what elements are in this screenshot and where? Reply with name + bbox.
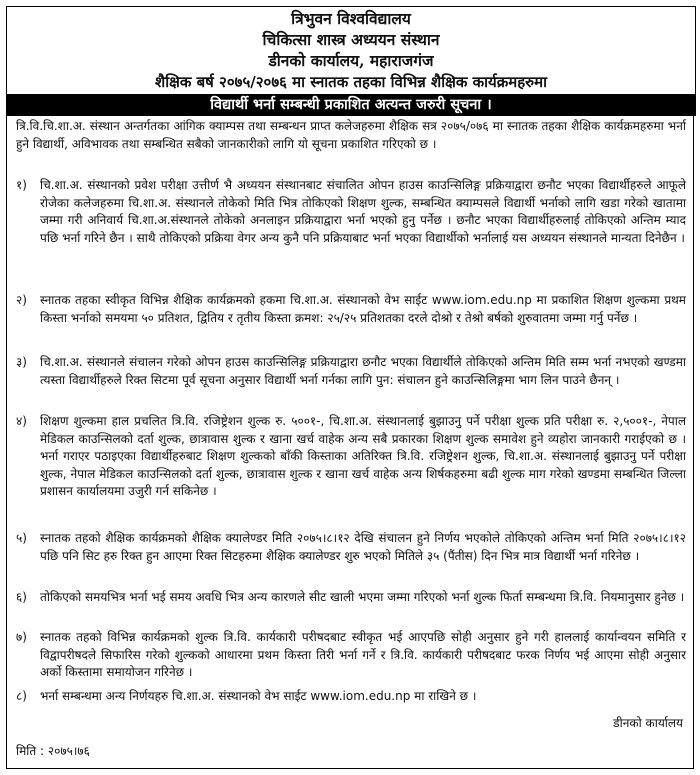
item-number: ८) <box>16 689 27 703</box>
notice-banner: विद्यार्थी भर्ना सम्बन्धी प्रकाशित अत्यन्त जरुरी सूचना । <box>7 94 695 115</box>
item-text: स्नातक तहका स्वीकृत विभिन्न शैक्षिक कार्यक्रमको हकमा चि.शा.अ. संस्थानको वेभ साईट www.iom.edu.np मा प्रकाशित शिक्षण शुल्कमा प्रथम किस्ता भर्नाको समयमा ५० प्रतिशत, द्वितिय र तृतीय किस्ता क्रमश: २५/२५ प्रतिशतका दरले दोश्रो र तेश्रो बर्षको शुरुवातमा जम्मा गर्नु पर्नेछ । <box>40 293 686 325</box>
notice-item-1 <box>16 177 686 247</box>
item-number: १) <box>16 178 27 192</box>
notice-item-3 <box>16 354 686 389</box>
item-text: भर्ना सम्बन्धमा अन्य निर्णयहरु चि.शा.अ. संस्थानको वेभ साईट www.iom.edu.np मा राखिने छ । <box>40 689 477 703</box>
notice-item-5 <box>16 530 686 565</box>
item-text: चि.शा.अ. संस्थानले संचालन गरेको ओपन हाउस काउन्सिलिङ्ग प्रक्रियाद्वारा छनौट भएका विद्यार्थीले तोकिएको अन्तिम मिति सम्म भर्ना नभएको खण्डमा त्यस्ता विद्यार्थीहरुले रिक्त सिटमा पूर्व सूचना अनुसार विद्यार्थी भर्ना गर्नका लागि पुन: संचालन हुने काउन्सिलिङ्गमा भाग लिन पाउने छैनन् । <box>40 355 686 387</box>
item-number: २) <box>16 293 27 307</box>
item-text: स्नातक तहको शैक्षिक कार्यक्रमको शैक्षिक क्यालेण्डर मिति २०७५।८।१२ देखि संचालन हुने निर्णय भएकोले तोकिएको अन्तिम भर्ना मिति २०७५।८।१२ पछि पनि सिट हरु रिक्त हुन आएमा रिक्त सिटहरुमा शैक्षिक क्यालेण्डर शुरु भएको मितिले ३५ (पैंतीस) दिन भित्र मात्र विद्यार्थी भर्ना गरिनेछ । <box>40 531 686 563</box>
item-number: ७) <box>16 630 27 644</box>
notice-date: मिति : २०७५।७६ <box>16 744 90 758</box>
item-text: शिक्षण शुल्कमा हाल प्रचलित त्रि.वि. रजिष्ट्रेशन शुल्क रु. ५००१-, चि.शा.अ. संस्थानलाई बुझाउनु पर्ने परीक्षा शुल्क प्रति परीक्षा रु. २,५००१-, नेपाल मेडिकल काउन्सिलको दर्ता शुल्क, छात्रावास शुल्क र खाना खर्च वाहेक अन्य सबै प्रकारका शिक्षण शुल्क समावेश हुने व्यहोरा जानकारी गराईएको छ । भर्ना गराएर पठाइएका विद्यार्थीहरुबाट शिक्षण शुल्कको बाँकी किस्ताका अतिरिक्त त्रि.वि. रजिष्ट्रेशन शुल्क, चि.शा.अ. संस्थानलाई बुझाउनु पर्ने परीक्षा शुल्क, नेपाल मेडिकल काउन्सिलको दर्ता शुल्क, छात्रावास शुल्क र खाना खर्च वाहेक अन्य शिर्षकहरुमा बढी शुल्क माग गरेको खण्डमा सम्बन्धित जिल्ला प्रशासन कार्यालयमा उजुरी गर्न सकिनेछ । <box>40 414 686 499</box>
item-text: स्नातक तहको विभिन्न कार्यक्रमको शुल्क त्रि.वि. कार्यकारी परीषदबाट स्वीकृत भई आएपछि सोही अनुसार हुने गरी हाललाई कार्यान्वयन समिति र विद्वापरीषदले सिफारिस गरेको शुल्कको आधारमा प्रथम किस्ता तिरी भर्ना गर्ने र त्रि.वि. कार्यकारी परीषदबाट फरक निर्णय भई आएमा सोही अनुसार अर्को किस्तामा समायोजन गरिनेछ । <box>40 630 686 680</box>
notice-subject: शैक्षिक बर्ष २०७५/२०७६ मा स्नातक तहका विभिन्न शैक्षिक कार्यक्रमहरुमा <box>155 73 547 91</box>
item-text: तोकिएको समयभित्र भर्ना भई समय अवधि भित्र अन्य कारणले सीट खाली भएमा जम्मा गरिएको भर्ना शुल्क फिर्ता सम्बन्धमा त्रि.वि. नियमानुसार हुनेछ । <box>40 590 685 604</box>
university-name: त्रिभुवन विश्वविद्यालय <box>291 9 411 28</box>
notice-item-7 <box>16 629 686 682</box>
issuing-office: डीनको कार्यालय <box>613 716 683 730</box>
notice-body <box>6 114 694 769</box>
item-number: ५) <box>16 531 27 545</box>
notice-item-8 <box>16 688 686 706</box>
office-name: डीनको कार्यालय, महाराजगंज <box>268 51 434 70</box>
notice-item-6 <box>16 589 686 607</box>
item-number: ३) <box>16 355 27 369</box>
notice-header <box>6 6 696 116</box>
item-number: ४) <box>16 414 27 428</box>
notice-item-4 <box>16 413 686 501</box>
notice-item-2 <box>16 292 686 327</box>
item-text: चि.शा.अ. संस्थानको प्रवेश परीक्षा उत्तीर्ण भै अध्ययन संस्थानबाट संचालित ओपन हाउस काउन्सिलिङ्ग प्रक्रियाद्वारा छनौट भएका विद्यार्थीहरुले आफूले रोजेका कलेजहरुमा चि.शा.अ. संस्थानले तोकेको मिति भित्र तोकिएको शिक्षण शुल्क, सम्बन्धित क्याम्पसले विद्यार्थी भर्नाको लागि खडा गरेको खातामा जम्मा गरी अनिवार्य चि.शा.अ.संस्थानले तोकेको अनलाइन प्रक्रियाद्वारा भर्ना भएको हुनु पर्नेछ । छनौट भएका विद्यार्थीहरुलाई तोकिएको अन्तिम म्याद पछि भर्ना गरिने छैन । साथै तोकिएको प्रक्रिया वेगर अन्य कुनै पनि प्रक्रियाबाट भर्ना भएका विद्यार्थीको भर्नालाई यस अध्ययन संस्थानले मान्यता दिनेछैन । <box>40 178 686 245</box>
institute-name: चिकित्सा शास्त्र अध्ययन संस्थान <box>262 30 440 49</box>
notice-intro: त्रि.वि.चि.शा.अ. संस्थान अन्तर्गतका आंगिक क्याम्पस तथा सम्बन्धन प्राप्त कलेजहरुमा शैक्षिक सत्र २०७५/०७६ मा स्नातक तहका शैक्षिक कार्यक्रमहरुमा भर्ना हुने विद्यार्थी, अविभावक तथा सम्बन्धित सबैको जानकारीको लागि यो सूचना प्रकाशित गरिएको छ । <box>16 119 686 151</box>
item-number: ६) <box>16 590 27 604</box>
